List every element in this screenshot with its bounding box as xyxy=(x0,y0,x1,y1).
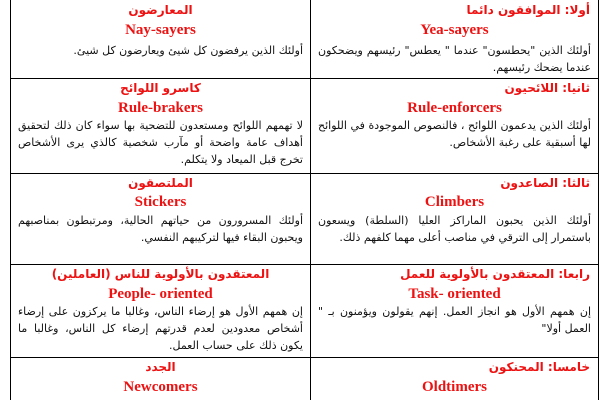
english-heading: Task- oriented xyxy=(408,286,501,302)
cell-task-oriented xyxy=(311,267,598,355)
english-heading: Yea-sayers xyxy=(420,22,489,38)
arabic-heading: كاسرو اللوائح xyxy=(120,81,201,95)
english-heading: Climbers xyxy=(424,194,485,210)
arabic-heading: خامسا: المحنكون xyxy=(488,360,590,374)
english-heading: People- oriented xyxy=(108,286,213,302)
cell-rule-enforcers xyxy=(311,81,598,171)
arabic-heading: المعارضون xyxy=(128,3,193,17)
english-heading: Newcomers xyxy=(123,379,198,395)
description-text: أولئك الذين يرفضون كل شيئ ويعارضون كل شيئ. xyxy=(73,44,303,57)
description-text: لا تهمهم اللوائح ومستعدون للتضحية بها سواء كان ذلك لتحقيق أهداف عامة واضحة أو مآرب شخصية كالذي يرى الأشخاص تخرج قبل الميعاد ولا يتكلم. xyxy=(18,119,303,166)
arabic-heading: ثانيا: اللائحيون xyxy=(504,81,590,95)
description-text: أولئك المسرورون من حياتهم الحالية، ومرتبطون بمناصبهم ويحبون البقاء فيها لتركيبهم النفسي. xyxy=(18,214,303,244)
description-text: أولئك الذين يدعمون اللوائح ، فالنصوص الموجودة في اللوائح لها أسبقية على رغبة الأشخاص. xyxy=(318,119,591,149)
cell-climbers xyxy=(311,176,598,262)
description-text: إن همهم الأول هو انجاز العمل. إنهم يقولون ويؤمنون بـ " العمل أولا" xyxy=(318,305,591,335)
cell-oldtimers xyxy=(311,360,598,400)
english-heading: Rule-enforcers xyxy=(407,100,502,116)
arabic-heading: الملتصقون xyxy=(128,176,193,190)
english-heading: Stickers xyxy=(134,194,187,210)
arabic-heading: الجدد xyxy=(145,360,176,374)
cell-stickers xyxy=(11,176,310,262)
arabic-heading: أولا: الموافقون دائما xyxy=(466,3,590,17)
english-heading: Rule-brakers xyxy=(118,100,203,116)
cell-newcomers xyxy=(11,360,310,400)
description-text: أولئك الذين "يحطسون" عندما " يعطس" رئيسهم ويضحكون عندما يضحك رئيسهم. xyxy=(318,44,591,74)
english-heading: Oldtimers xyxy=(422,379,487,395)
english-heading: Nay-sayers xyxy=(125,22,196,38)
row-divider xyxy=(11,173,598,174)
comparison-table xyxy=(10,0,599,400)
row-divider xyxy=(11,78,598,79)
cell-yea-sayers xyxy=(311,3,598,77)
arabic-heading: المعتقدون بالأولوية للناس (العاملين) xyxy=(51,267,270,281)
arabic-heading: ثالثا: الصاعدون xyxy=(500,176,590,190)
description-text: إن همهم الأول هو إرضاء الناس، وغالبا ما يركزون على إرضاء أشخاص معدودين لعدم قدرتهم إرضاء كل الناس، وغالبا ما يكون ذلك على حساب العمل. xyxy=(18,305,303,352)
row-divider xyxy=(11,264,598,265)
arabic-heading: رابعا: المعتقدون بالأولوية للعمل xyxy=(400,267,590,281)
cell-rule-brakers xyxy=(11,81,310,171)
cell-nay-sayers xyxy=(11,3,310,77)
cell-people-oriented xyxy=(11,267,310,355)
row-divider xyxy=(11,357,598,358)
description-text: أولئك الذين يحبون الماراكز العليا (السلطة) ويسعون باستمرار إلى الترقي في مناصب أعلى مهما كلفهم ذلك. xyxy=(318,214,591,244)
